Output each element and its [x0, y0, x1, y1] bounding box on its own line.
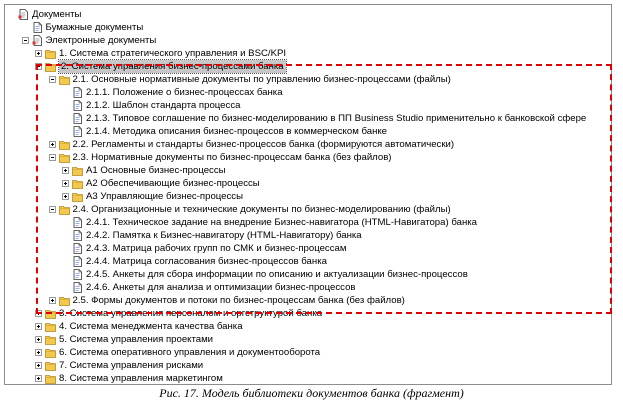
document-icon	[32, 35, 43, 46]
document-icon	[72, 243, 83, 254]
tree-node-label: 2.5. Формы документов и потоки по бизнес-процессам банка (без файлов)	[72, 295, 405, 306]
document-tree-panel	[4, 4, 612, 385]
tree-node[interactable]	[5, 86, 609, 99]
expand-icon[interactable]	[35, 323, 42, 330]
expand-icon[interactable]	[35, 310, 42, 317]
tree-node[interactable]	[5, 60, 609, 73]
document-icon	[72, 256, 83, 267]
collapse-icon[interactable]	[49, 154, 56, 161]
tree-node-label: 2.4.1. Техническое задание на внедрение Бизнес-навигатора (HTML-Навигатора) банка	[86, 217, 477, 228]
figure-caption: Рис. 17. Модель библиотеки документов банка (фрагмент)	[159, 386, 464, 400]
tree-node[interactable]	[5, 372, 609, 385]
document-icon	[72, 126, 83, 137]
document-icon	[18, 9, 29, 20]
expand-icon[interactable]	[35, 349, 42, 356]
tree-node-label: 8. Система управления маркетингом	[59, 373, 223, 384]
tree-node-label: Документы	[32, 9, 82, 20]
tree-node[interactable]	[5, 320, 609, 333]
tree-node-label: 5. Система управления проектами	[59, 334, 214, 345]
tree-node-label: 2.4.3. Матрица рабочих групп по СМК и бизнес-процессам	[86, 243, 347, 254]
tree-node-label: А3 Управляющие бизнес-процессы	[86, 191, 244, 202]
tree-node-label: А1 Основные бизнес-процессы	[86, 165, 226, 176]
expand-icon[interactable]	[35, 336, 42, 343]
folder-icon	[72, 191, 83, 202]
folder-icon	[45, 373, 56, 384]
tree-node[interactable]	[5, 21, 609, 34]
tree-node[interactable]	[5, 333, 609, 346]
tree-node[interactable]	[5, 138, 609, 151]
tree-node[interactable]	[5, 359, 609, 372]
tree-node[interactable]	[5, 73, 609, 86]
folder-icon	[45, 334, 56, 345]
folder-icon	[72, 165, 83, 176]
folder-icon	[45, 347, 56, 358]
tree-node[interactable]	[5, 112, 609, 125]
folder-icon	[59, 204, 70, 215]
tree-node[interactable]	[5, 216, 609, 229]
tree-node[interactable]	[5, 47, 609, 60]
tree-node-label: 2.1.1. Положение о бизнес-процессах банка	[86, 87, 283, 98]
tree-node-label: 2.3. Нормативные документы по бизнес-процессам банка (без файлов)	[72, 152, 392, 163]
folder-icon	[45, 48, 56, 59]
tree-node[interactable]	[5, 99, 609, 112]
expand-icon[interactable]	[35, 362, 42, 369]
tree-node-label: 2.1.4. Методика описания бизнес-процессов в коммерческом банке	[86, 126, 388, 137]
document-icon	[72, 100, 83, 111]
tree-node-label: 2.4.2. Памятка к Бизнес-навигатору (HTML-Навигатору) банка	[86, 230, 362, 241]
tree-node[interactable]	[5, 190, 609, 203]
collapse-icon[interactable]	[49, 206, 56, 213]
collapse-icon[interactable]	[22, 37, 29, 44]
collapse-icon[interactable]	[49, 76, 56, 83]
expand-icon[interactable]	[62, 167, 69, 174]
document-icon	[72, 282, 83, 293]
tree-node-label: 3. Система управления персоналом и оргструктурой банка	[59, 308, 323, 319]
folder-icon	[45, 321, 56, 332]
tree-node-label: 2.2. Регламенты и стандарты бизнес-процессов банка (формируются автоматически)	[72, 139, 455, 150]
folder-icon	[45, 360, 56, 371]
folder-icon	[72, 178, 83, 189]
tree-node[interactable]	[5, 242, 609, 255]
tree-node[interactable]	[5, 34, 609, 47]
document-icon	[32, 22, 43, 33]
document-icon	[72, 87, 83, 98]
tree-node[interactable]	[5, 151, 609, 164]
tree-node[interactable]	[5, 229, 609, 242]
folder-icon	[45, 61, 56, 72]
expand-icon[interactable]	[35, 375, 42, 382]
folder-icon	[59, 152, 70, 163]
tree-node-label: 2.4.5. Анкеты для сбора информации по описанию и актуализации бизнес-процессов	[86, 269, 468, 280]
tree-node[interactable]	[5, 164, 609, 177]
tree-node[interactable]	[5, 255, 609, 268]
document-icon	[72, 269, 83, 280]
tree-node[interactable]	[5, 177, 609, 190]
expand-icon[interactable]	[49, 297, 56, 304]
document-icon	[72, 217, 83, 228]
tree-node-label: А2 Обеспечивающие бизнес-процессы	[86, 178, 260, 189]
tree-node-label: 2.1.3. Типовое соглашение по бизнес-моделированию в ПП Business Studio применительно к банковской сфере	[86, 113, 587, 124]
tree-node[interactable]	[5, 268, 609, 281]
tree-node-label: 6. Система оперативного управления и документооборота	[59, 347, 321, 358]
expand-icon[interactable]	[35, 50, 42, 57]
tree-node[interactable]	[5, 294, 609, 307]
tree-node-label: 7. Система управления рисками	[59, 360, 204, 371]
folder-icon	[59, 295, 70, 306]
tree-node[interactable]	[5, 307, 609, 320]
expand-icon[interactable]	[62, 193, 69, 200]
tree-node-label: Бумажные документы	[45, 22, 144, 33]
tree-node-label: 4. Система менеджмента качества банка	[59, 321, 243, 332]
document-icon	[72, 230, 83, 241]
tree-node[interactable]	[5, 203, 609, 216]
expand-icon[interactable]	[49, 141, 56, 148]
collapse-icon[interactable]	[35, 63, 42, 70]
tree-node-label: 2. Система управления бизнес-процессами банка	[61, 61, 284, 72]
tree-node[interactable]	[5, 8, 609, 21]
tree-node-label: Электронные документы	[45, 35, 157, 46]
tree-node-label: 2.4. Организационные и технические документы по бизнес-моделированию (файлы)	[72, 204, 451, 215]
folder-icon	[59, 74, 70, 85]
tree-node-label: 2.4.6. Анкеты для анализа и оптимизации бизнес-процессов	[86, 282, 356, 293]
document-icon	[72, 113, 83, 124]
tree-node-label: 2.1. Основные нормативные документы по управлению бизнес-процессами (файлы)	[72, 74, 451, 85]
tree-node[interactable]	[5, 281, 609, 294]
tree-node-label: 2.1.2. Шаблон стандарта процесса	[86, 100, 241, 111]
expand-icon[interactable]	[62, 180, 69, 187]
tree-node-label: 1. Система стратегического управления и BSC/KPI	[59, 48, 287, 59]
folder-icon	[45, 308, 56, 319]
folder-icon	[59, 139, 70, 150]
tree-node[interactable]	[5, 346, 609, 359]
tree-node-label: 2.4.4. Матрица согласования бизнес-процессов банка	[86, 256, 327, 267]
tree-node[interactable]	[5, 125, 609, 138]
